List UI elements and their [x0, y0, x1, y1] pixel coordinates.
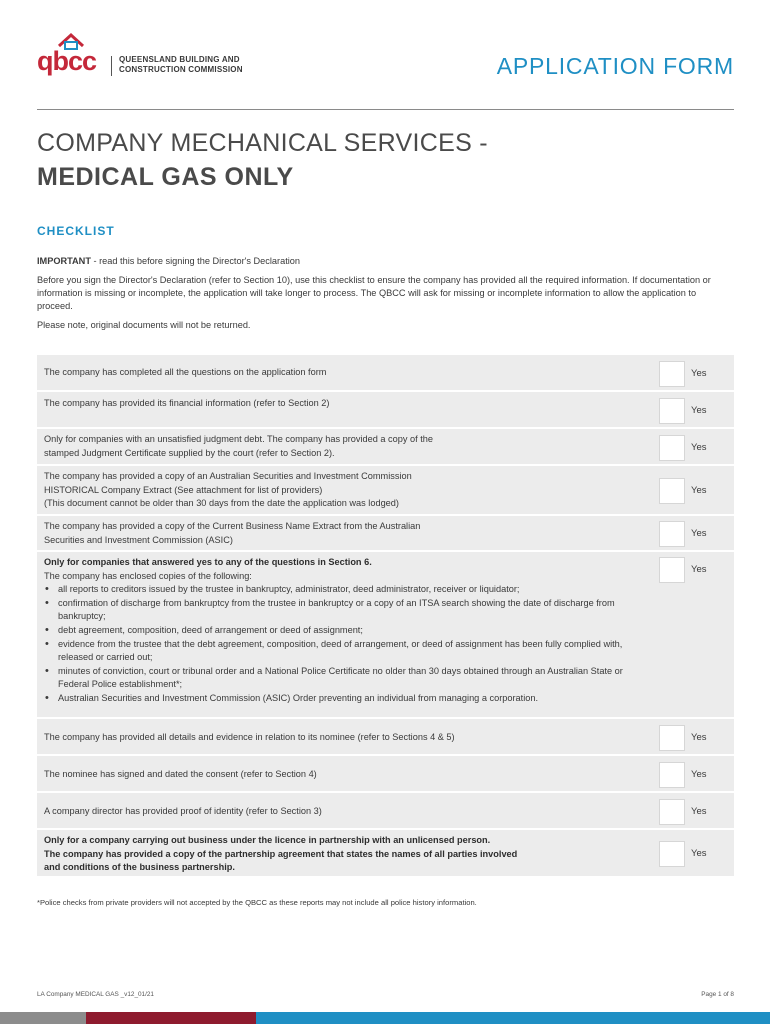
header-divider [37, 109, 734, 110]
row-text: Only for a company carrying out business under the licence in partnership with an unlicensed person. The company has provided a copy of the partnership agreement that states the names of all parties involved and conditions of the business partnership. [44, 835, 518, 873]
form-code: LA Company MEDICAL GAS _v12_01/21 [37, 991, 154, 998]
yes-checkbox[interactable] [659, 557, 685, 583]
list-item: • all reports to creditors issued by the trustee in bankruptcy, administrator, deed administrator, receiver or liquidator; [44, 583, 644, 597]
footer-bar-grey [0, 1012, 86, 1024]
application-form-label: APPLICATION FORM [496, 53, 734, 79]
checklist-table [37, 355, 734, 878]
checklist-row-2 [37, 392, 734, 429]
checklist-row-9 [37, 793, 734, 830]
row-lead: The company has enclosed copies of the following: [44, 570, 252, 581]
yes-label: Yes [691, 769, 707, 780]
yes-checkbox[interactable] [659, 521, 685, 547]
page-number: Page 1 of 8 [701, 991, 734, 998]
logo-org-name: QUEENSLAND BUILDING AND CONSTRUCTION COMMISSION [119, 55, 243, 74]
checklist-row-8 [37, 756, 734, 793]
yes-checkbox[interactable] [659, 478, 685, 504]
page-title-line2: MEDICAL GAS ONLY [37, 163, 294, 191]
row-text: The nominee has signed and dated the consent (refer to Section 4) [44, 769, 317, 779]
police-check-footnote: *Police checks from private providers will not accepted by the QBCC as these reports may not include all police history information. [37, 898, 477, 907]
important-note: IMPORTANT - read this before signing the Director's Declaration [37, 256, 301, 266]
checklist-row-10 [37, 830, 734, 878]
footer-bar-blue [256, 1012, 770, 1024]
yes-checkbox[interactable] [659, 762, 685, 788]
yes-label: Yes [691, 732, 707, 743]
yes-label: Yes [691, 368, 707, 379]
list-item: • minutes of conviction, court or tribunal order and a National Police Certificate no older than 30 days obtained through an Australian State or Federal Police establishment*; [44, 665, 644, 692]
yes-checkbox[interactable] [659, 361, 685, 387]
checklist-row-6 [37, 552, 734, 719]
intro-paragraph: Before you sign the Director's Declaration (refer to Section 10), use this checklist to ensure the company has provided all the required information. If documentation or information is missing or incomplete, the application will take longer to process. The QBCC will ask for missing or incomplete information to allow the application to proceed. [37, 275, 711, 311]
checklist-row-4 [37, 466, 734, 516]
header [37, 28, 734, 90]
yes-checkbox[interactable] [659, 799, 685, 825]
row-text [44, 556, 644, 706]
page-title-line1: COMPANY MECHANICAL SERVICES - [37, 129, 488, 157]
list-item: • evidence from the trustee that the debt agreement, composition, deed of arrangement, or deed of assignment has been fully complied with, released or carried out; [44, 638, 644, 665]
checklist-heading: CHECKLIST [37, 224, 115, 238]
yes-label: Yes [691, 806, 707, 817]
qbcc-logo [37, 28, 277, 88]
list-item: • confirmation of discharge from bankruptcy from the trustee in bankruptcy or a copy of an ITSA search showing the date of discharge from bankruptcy; [44, 597, 644, 624]
logo-wordmark: qbcc [37, 46, 97, 76]
row-text: The company has provided a copy of an Australian Securities and Investment Commission HISTORICAL Company Extract (See attachment for list of providers) (This document cannot be older than 30 days from the date the application was lodged) [44, 471, 412, 509]
checklist-row-1 [37, 355, 734, 392]
yes-label: Yes [691, 485, 707, 496]
footer-bar-dark-red [86, 1012, 256, 1024]
row-text: Only for companies with an unsatisfied judgment debt. The company has provided a copy of the stamped Judgment Certificate supplied by the court (refer to Section 2). [44, 434, 433, 458]
yes-checkbox[interactable] [659, 398, 685, 424]
yes-label: Yes [691, 564, 707, 575]
row-text: The company has provided a copy of the Current Business Name Extract from the Australian Securities and Investment Commission (ASIC) [44, 521, 421, 545]
yes-checkbox[interactable] [659, 725, 685, 751]
row-text: The company has provided all details and evidence in relation to its nominee (refer to Sections 4 & 5) [44, 732, 455, 742]
yes-label: Yes [691, 848, 707, 859]
yes-checkbox[interactable] [659, 841, 685, 867]
row-text: A company director has provided proof of identity (refer to Section 3) [44, 806, 322, 816]
row-text: The company has completed all the questions on the application form [44, 367, 327, 377]
checklist-intro [37, 255, 734, 338]
row-bold-intro: Only for companies that answered yes to any of the questions in Section 6. [44, 557, 372, 567]
checklist-row-5 [37, 516, 734, 552]
checklist-row-3 [37, 429, 734, 466]
required-documents-list [44, 583, 644, 705]
yes-label: Yes [691, 442, 707, 453]
checklist-row-7 [37, 719, 734, 756]
list-item: • Australian Securities and Investment Commission (ASIC) Order preventing an individual from managing a corporation. [44, 692, 644, 706]
row-text: The company has provided its financial information (refer to Section 2) [44, 398, 330, 408]
yes-label: Yes [691, 528, 707, 539]
list-item: • debt agreement, composition, deed of arrangement or deed of assignment; [44, 624, 644, 638]
yes-label: Yes [691, 405, 707, 416]
yes-checkbox[interactable] [659, 435, 685, 461]
documents-note: Please note, original documents will not be returned. [37, 320, 251, 330]
logo-divider [111, 56, 112, 76]
